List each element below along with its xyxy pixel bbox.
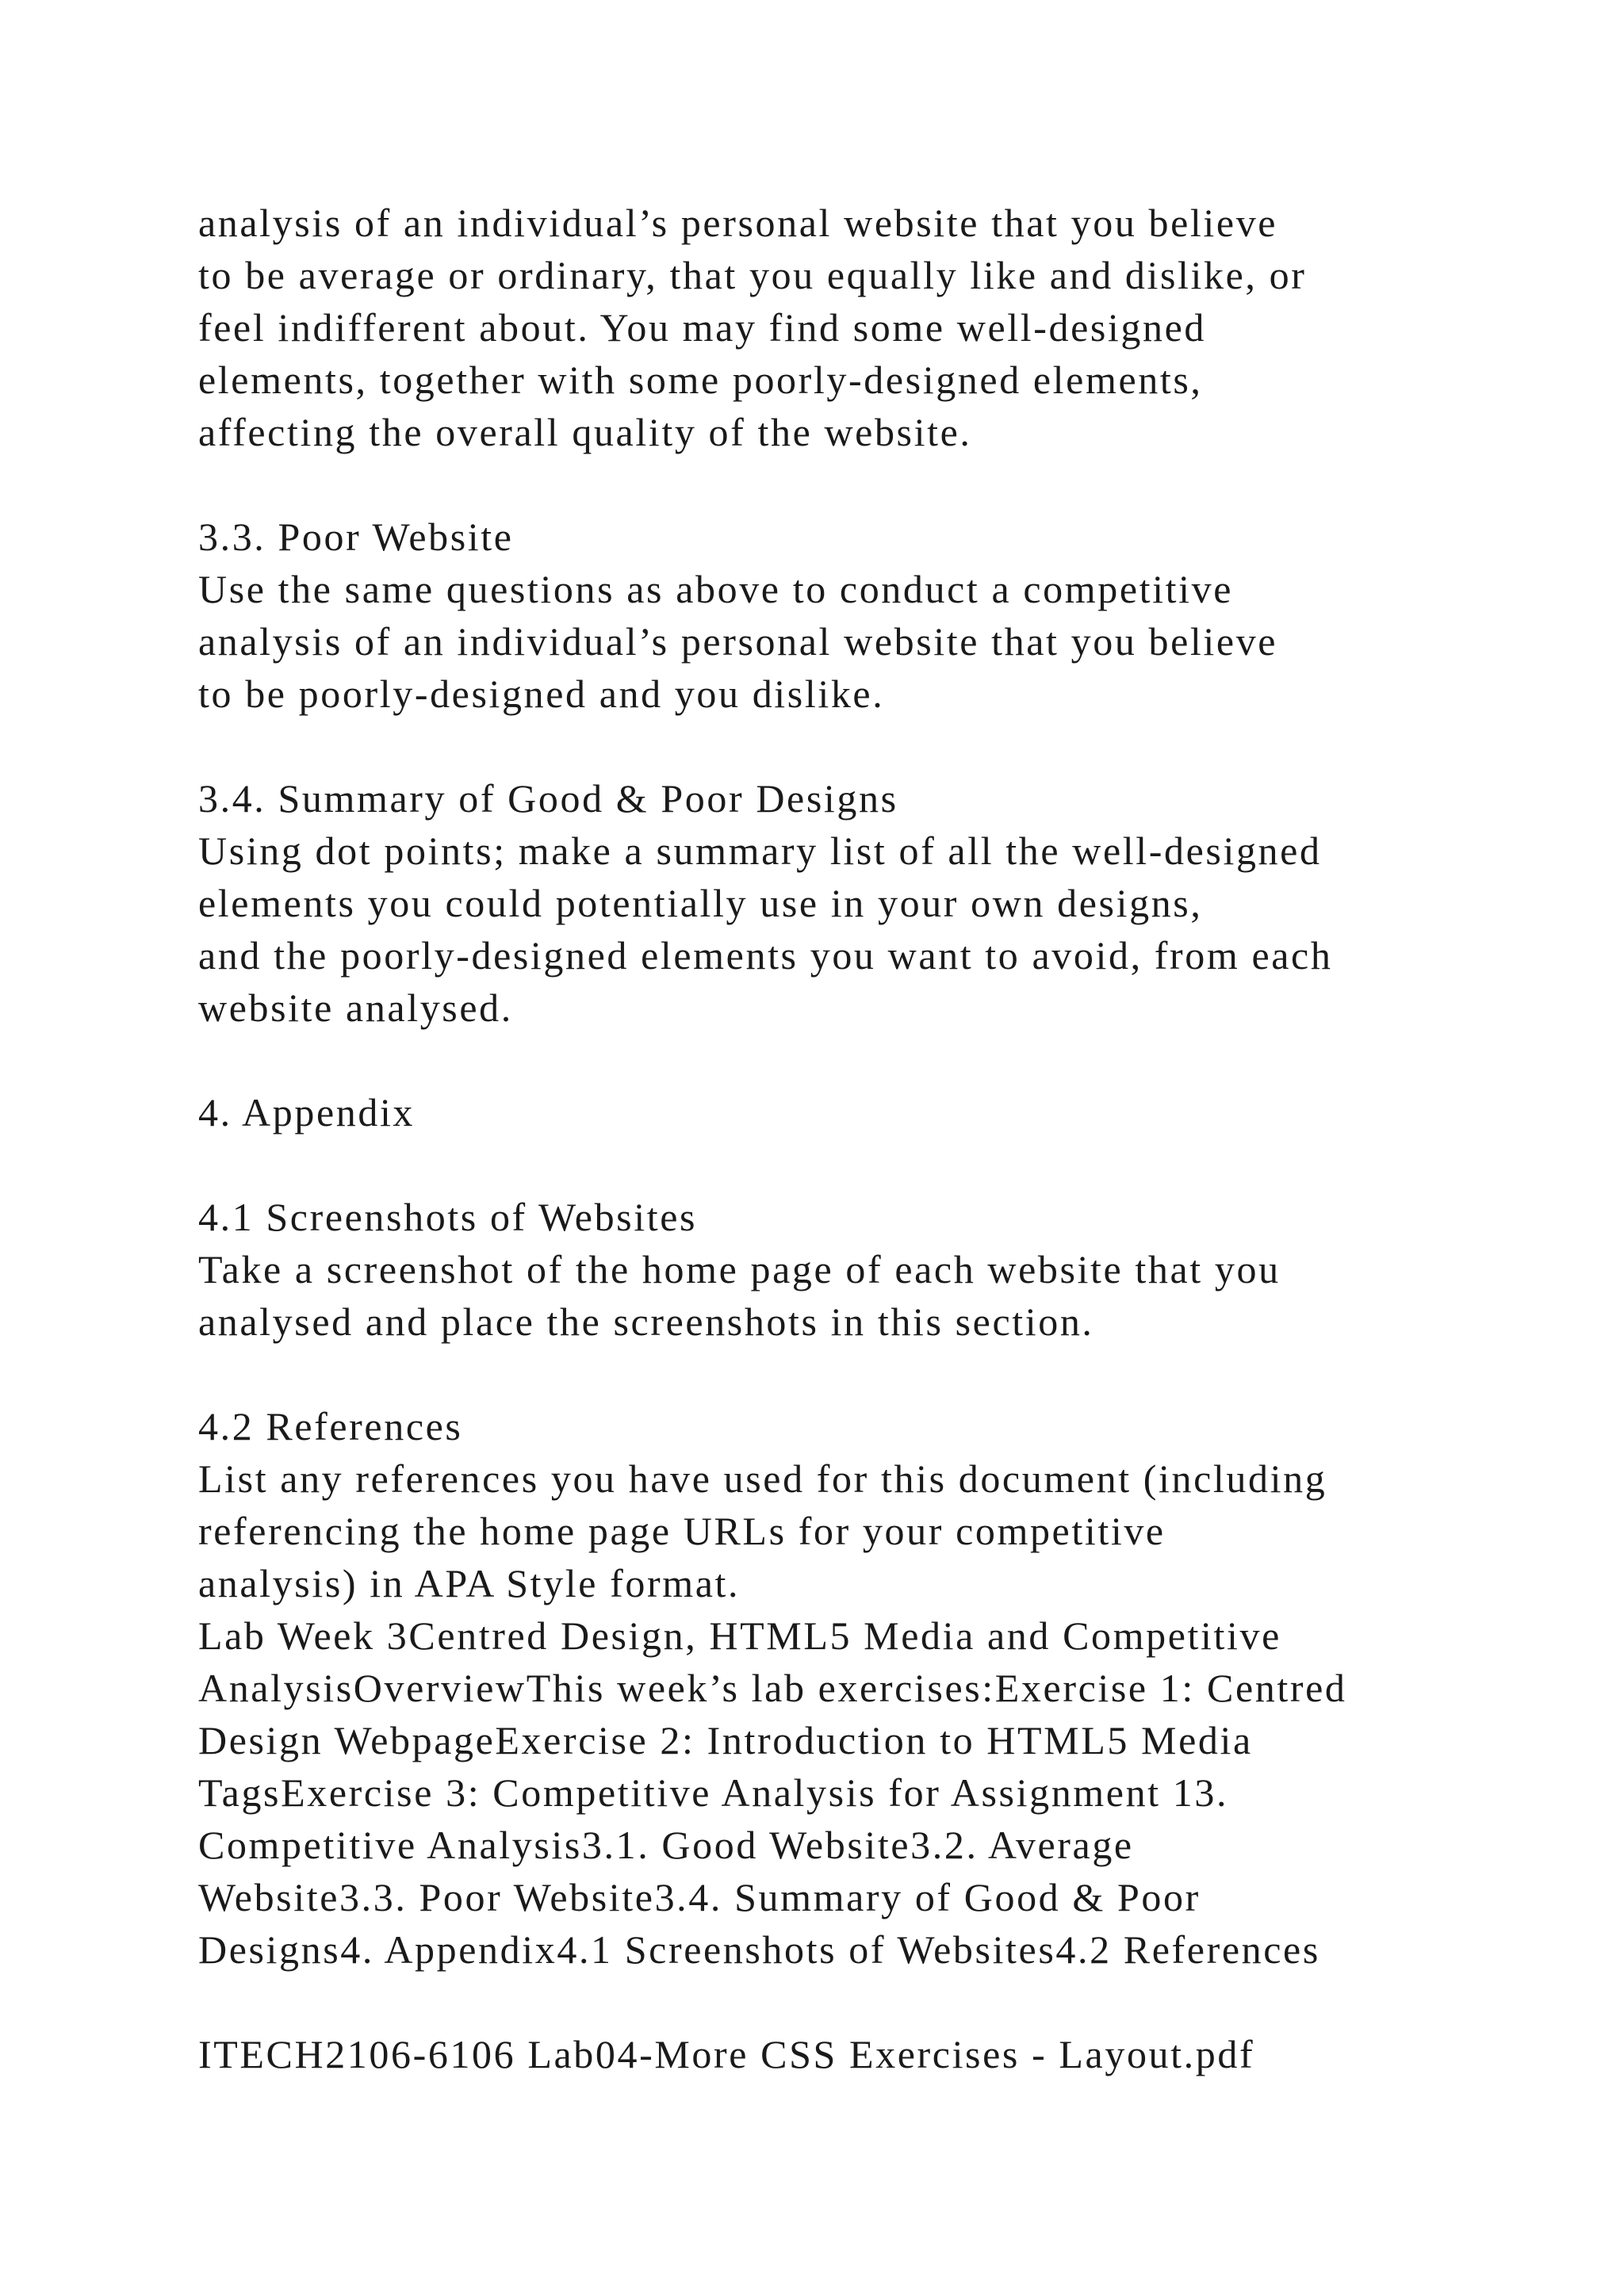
blank-line (198, 720, 1546, 772)
text-line: feel indifferent about. You may find some well-designed (198, 305, 1207, 350)
text-line: elements you could potentially use in your own designs, (198, 881, 1203, 925)
text-line: Design WebpageExercise 2: Introduction to HTML5 Media (198, 1718, 1253, 1762)
text-line: Competitive Analysis3.1. Good Website3.2. Average (198, 1823, 1134, 1867)
blank-line (198, 1348, 1546, 1400)
text-line: Use the same questions as above to conduct a competitive (198, 567, 1233, 611)
text-line: Take a screenshot of the home page of each website that you (198, 1247, 1281, 1292)
text-line: elements, together with some poorly-designed elements, (198, 358, 1203, 402)
file-name-line: ITECH2106-6106 Lab04-More CSS Exercises - Layout.pdf (198, 2032, 1255, 2076)
text-line: Designs4. Appendix4.1 Screenshots of Websites4.2 References (198, 1927, 1320, 1972)
text-line: analysis of an individual’s personal website that you believe (198, 201, 1278, 245)
text-line: analysis) in APA Style format. (198, 1561, 741, 1605)
blank-line (198, 1976, 1546, 2028)
text-line: affecting the overall quality of the website. (198, 410, 972, 454)
document-body (198, 197, 1546, 2080)
text-line: and the poorly-designed elements you want to avoid, from each (198, 933, 1333, 978)
text-line: AnalysisOverviewThis week’s lab exercises:Exercise 1: Centred (198, 1666, 1347, 1710)
text-line: analysed and place the screenshots in this section. (198, 1299, 1094, 1344)
text-line: TagsExercise 3: Competitive Analysis for Assignment 13. (198, 1770, 1229, 1815)
section-heading-appendix: 4. Appendix (198, 1090, 416, 1135)
section-heading-screenshots: 4.1 Screenshots of Websites (198, 1195, 698, 1239)
blank-line (198, 1034, 1546, 1086)
text-line: referencing the home page URLs for your competitive (198, 1509, 1166, 1553)
blank-line (198, 1138, 1546, 1191)
text-line: Using dot points; make a summary list of all the well-designed (198, 828, 1322, 873)
section-heading-summary: 3.4. Summary of Good & Poor Designs (198, 776, 898, 821)
text-line: to be average or ordinary, that you equally like and dislike, or (198, 253, 1307, 297)
section-heading-references: 4.2 References (198, 1404, 463, 1448)
text-line: analysis of an individual’s personal website that you believe (198, 619, 1278, 664)
text-line: Lab Week 3Centred Design, HTML5 Media and Competitive (198, 1613, 1281, 1658)
section-heading-poor-website: 3.3. Poor Website (198, 515, 514, 559)
text-line: List any references you have used for this document (including (198, 1456, 1327, 1501)
blank-line (198, 458, 1546, 511)
text-line: website analysed. (198, 985, 513, 1030)
text-line: to be poorly-designed and you dislike. (198, 672, 885, 716)
text-line: Website3.3. Poor Website3.4. Summary of Good & Poor (198, 1875, 1201, 1919)
